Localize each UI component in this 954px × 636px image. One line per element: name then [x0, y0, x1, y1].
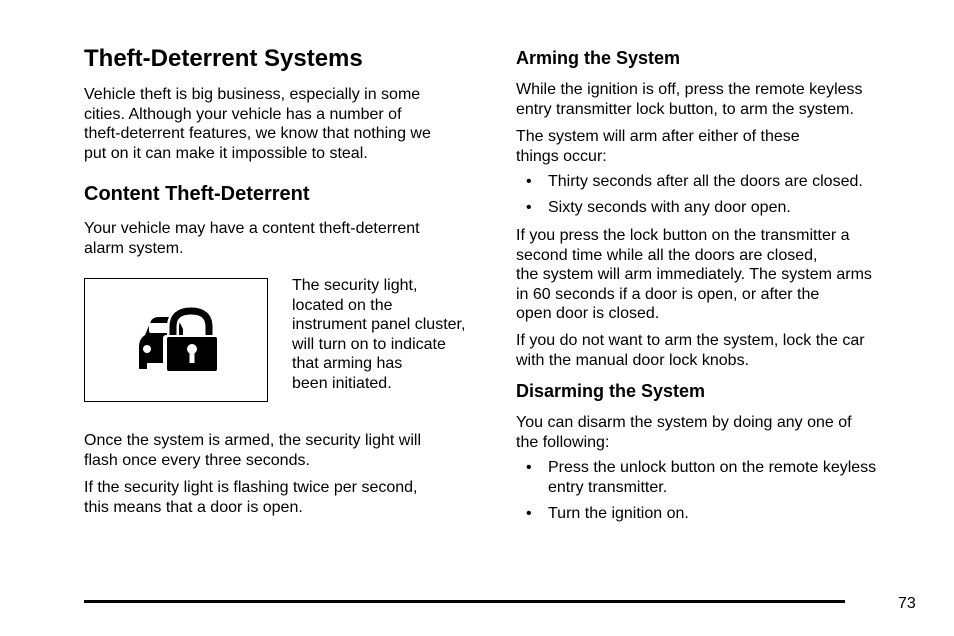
bullet-dot: • — [526, 199, 532, 216]
page-number: 73 — [898, 595, 916, 612]
security-light-icon-box — [84, 278, 268, 402]
arming-heading: Arming the System — [516, 48, 681, 68]
bullet-text: Press the unlock button on the remote keyless entry transmitter. — [548, 459, 877, 496]
disarming-paragraph: You can disarm the system by doing any one of the following: — [516, 414, 852, 451]
footer-rule — [84, 600, 845, 603]
arming-paragraph-2: The system will arm after either of these things occur: — [516, 128, 800, 165]
arming-paragraph-3: If you press the lock button on the transmitter a second time while all the doors are closed, the system will arm immediately. The system arms in 60 seconds if a door is open, or after the open door is closed. — [516, 227, 872, 322]
bullet-text: Thirty seconds after all the doors are closed. — [548, 173, 863, 190]
armed-paragraph: Once the system is armed, the security light will flash once every three seconds. — [84, 432, 422, 469]
content-alarm-paragraph: Your vehicle may have a content theft-deterrent alarm system. — [84, 220, 420, 257]
bullet-text: Turn the ignition on. — [548, 505, 689, 522]
car-lock-security-icon — [133, 307, 221, 377]
bullet-dot: • — [526, 459, 532, 476]
bullet-text: Sixty seconds with any door open. — [548, 199, 791, 216]
bullet-dot: • — [526, 505, 532, 522]
arming-paragraph-4: If you do not want to arm the system, lock the car with the manual door lock knobs. — [516, 332, 865, 369]
flashing-paragraph: If the security light is flashing twice per second, this means that a door is open. — [84, 479, 418, 516]
arming-paragraph-1: While the ignition is off, press the remote keyless entry transmitter lock button, to arm the system. — [516, 81, 863, 118]
disarming-heading: Disarming the System — [516, 381, 706, 401]
security-light-caption: The security light, located on the instrument panel cluster, will turn on to indicate that arming has been initiated. — [292, 277, 466, 392]
page-title: Theft-Deterrent Systems — [84, 45, 363, 72]
bullet-dot: • — [526, 173, 532, 190]
intro-paragraph: Vehicle theft is big business, especially in some cities. Although your vehicle has a number of theft-deterrent features, we know that nothing we put on it can make it impossible to steal. — [84, 86, 431, 162]
content-theft-deterrent-heading: Content Theft-Deterrent — [84, 183, 310, 205]
